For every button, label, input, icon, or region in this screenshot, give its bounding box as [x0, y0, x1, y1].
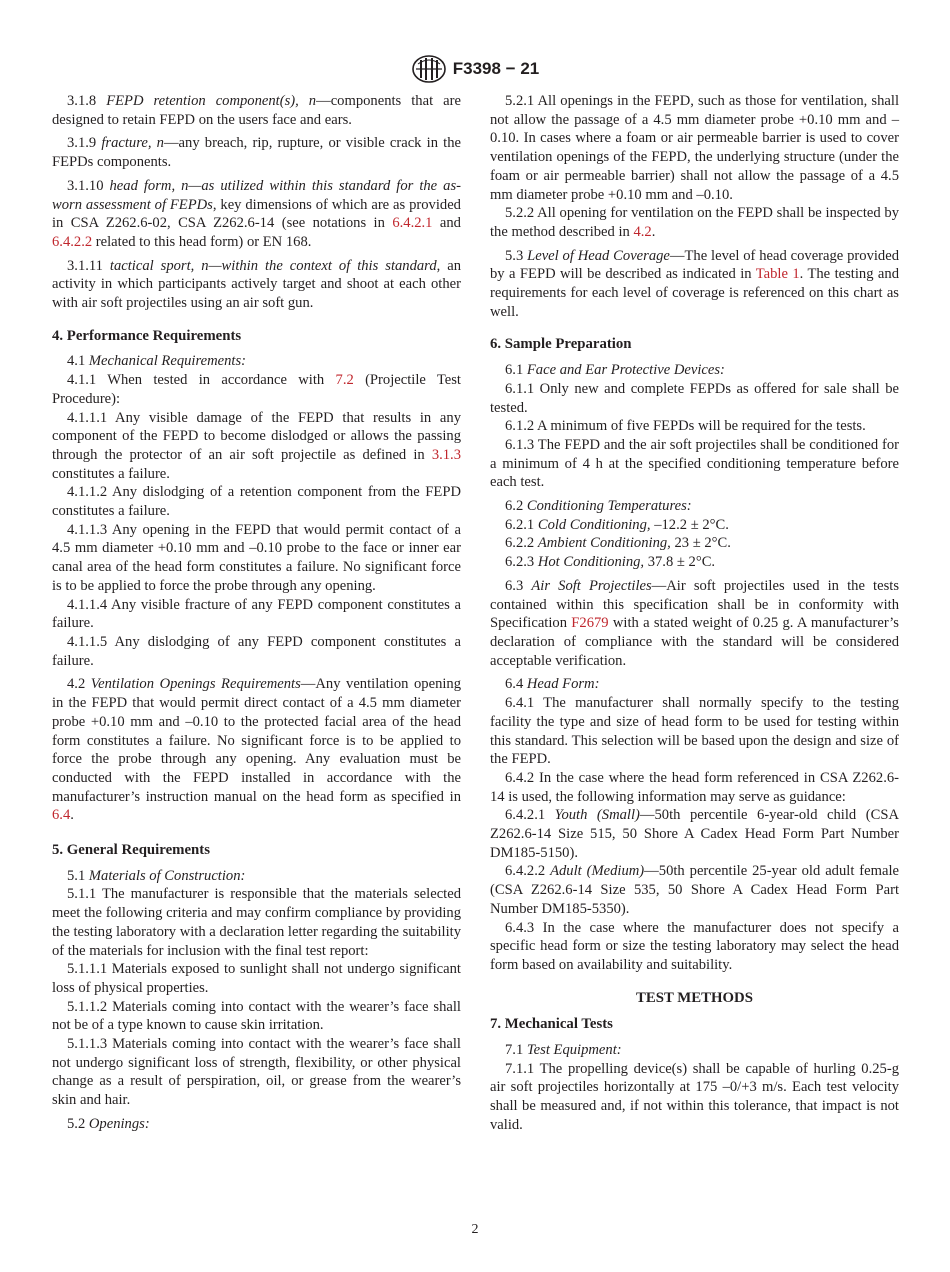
- section-5-3: 5.3 Level of Head Coverage—The level of head coverage provided by a FEPD will be described as indicated in Table 1. The testing and requirements for each level of coverage is referenced on this chart as well.: [490, 247, 900, 320]
- section-6-1-3: 6.1.3 The FEPD and the air soft projectiles shall be conditioned for a minimum of 4 h at the specified conditioning temperature before each test.: [490, 436, 899, 491]
- section-6-2-2: 6.2.2 Ambient Conditioning, 23 ± 2°C.: [505, 535, 731, 552]
- section-5-1-1-2: 5.1.1.2 Materials coming into contact with the wearer’s face shall not be of a type known to cause skin irritation.: [52, 998, 461, 1034]
- section-6-2-3: 6.2.3 Hot Conditioning, 37.8 ± 2°C.: [505, 554, 716, 571]
- page-number: 2: [471, 1222, 479, 1237]
- section-4-1-1-2: 4.1.1.2 Any dislodging of a retention component from the FEPD constitutes a failure.: [52, 484, 461, 520]
- link-3-1-3[interactable]: 3.1.3: [431, 446, 461, 463]
- link-7-2[interactable]: 7.2: [335, 372, 354, 389]
- section-6-4-2-2: 6.4.2.2 Adult (Medium)—50th percentile 25-year old adult female (CSA Z262.6-14 Size 535, 50 Shore A Cadex Head Form Part Number DM185-5350).: [490, 863, 900, 917]
- link-6-4[interactable]: 6.4: [52, 807, 71, 824]
- link-6-4-2-2[interactable]: 6.4.2.2: [52, 233, 93, 250]
- section-6-2-1: 6.2.1 Cold Conditioning, –12.2 ± 2°C.: [505, 516, 729, 533]
- link-f2679[interactable]: F2679: [571, 615, 609, 632]
- section-4-1-1-3: 4.1.1.3 Any opening in the FEPD that would permit contact of a 4.5 mm diameter +0.10 mm and –0.10 probe to the face or inner ear canal area of the head form constitutes a failure. No significant force is to be applied to force the probe through any opening.: [52, 521, 461, 594]
- section-5-1-1-3: 5.1.1.3 Materials coming into contact with the wearer’s face shall not undergo significant loss of strength, flexibility, or other physical change as a result of perspiration, oil, or grease from the wearer’s skin and hair.: [52, 1036, 461, 1109]
- section-6-1: 6.1 Face and Ear Protective Devices:: [505, 362, 725, 379]
- section-3-1-9: 3.1.9 fracture, n—any breach, rip, rupture, or visible crack in the FEPDs components.: [52, 135, 461, 171]
- section-4-1-1-5: 4.1.1.5 Any dislodging of any FEPD component constitutes a failure.: [52, 633, 461, 669]
- section-4-1-1-4: 4.1.1.4 Any visible fracture of any FEPD component constitutes a failure.: [52, 596, 461, 632]
- link-6-4-2-1[interactable]: 6.4.2.1: [392, 215, 433, 232]
- heading-general-requirements: 5. General Requirements: [52, 842, 210, 859]
- section-4-1-1-1: 4.1.1.1 Any visible damage of the FEPD that results in any component of the FEPD to become dislodged or allows the passing through the protector of an air soft projectile as defined in 3.1.3 constitutes a failure.: [52, 409, 461, 482]
- section-4-1: 4.1 Mechanical Requirements:: [67, 353, 246, 370]
- section-5-1-1: 5.1.1 The manufacturer is responsible that the materials selected meet the following criteria and may confirm compliance by providing the testing laboratory with a declaration letter regarding the suitability of the materials for inclusion with the final test report:: [52, 886, 461, 959]
- section-6-4-1: 6.4.1 The manufacturer shall normally specify to the testing facility the type and size of head form to be used for testing within this standard. This selection will be based upon the design and size of the FEPD.: [490, 695, 899, 768]
- section-7-1-1: 7.1.1 The propelling device(s) shall be capable of hurling 0.25-g air soft projectiles horizontally at 175 –0/+3 m/s. Each test velocity shall be measured and, if not within this tolerance, that impact is not valid.: [490, 1060, 899, 1133]
- section-6-1-1: 6.1.1 Only new and complete FEPDs as offered for sale shall be tested.: [490, 380, 899, 416]
- section-7-1: 7.1 Test Equipment:: [505, 1042, 622, 1059]
- section-5-2-1: 5.2.1 All openings in the FEPD, such as those for ventilation, shall not allow the passage of a 4.5 mm diameter probe +0.10 mm and –0.10. In cases where a foam or air permeable barrier is used to cover ventilation openings of the FEPD, the underlying structure (under the foam or air permeable barrier) shall not allow the passage of a 4.5 mm diameter probe +0.10 mm and –0.10.: [490, 93, 899, 203]
- section-5-2: 5.2 Openings:: [67, 1115, 150, 1132]
- section-5-1: 5.1 Materials of Construction:: [67, 867, 246, 884]
- section-6-2: 6.2 Conditioning Temperatures:: [505, 498, 692, 515]
- section-6-4-2-1: 6.4.2.1 Youth (Small)—50th percentile 6-year-old child (CSA Z262.6-14 Size 515, 50 Shore A Cadex Head Form Part Number DM185-5150).: [490, 807, 899, 861]
- right-column: [490, 92, 899, 1140]
- section-5-2-2: 5.2.2 All opening for ventilation on the FEPD shall be inspected by the method described in 4.2.: [490, 205, 899, 240]
- heading-performance-requirements: 4. Performance Requirements: [52, 327, 242, 344]
- section-6-4-3: 6.4.3 In the case where the manufacturer does not specify a specific head form or size the testing laboratory may select the head form based on availability and suitability.: [490, 919, 899, 973]
- section-3-1-11: 3.1.11 tactical sport, n—within the context of this standard, an activity in which participants actively target and shoot at each other with air soft projectiles using an air soft gun.: [52, 257, 462, 312]
- section-6-3: 6.3 Air Soft Projectiles—Air soft projectiles used in the tests contained within this specification shall be in conformity with Specification F2679 with a stated weight of 0.25 g. A manufacturer’s declaration of compliance with the standard will be considered acceptable verification.: [490, 577, 899, 669]
- document-designation: F3398 − 21: [452, 59, 540, 78]
- section-6-4-2: 6.4.2 In the case where the head form referenced in CSA Z262.6-14 is used, the following information may serve as guidance:: [490, 769, 899, 805]
- heading-test-methods: TEST METHODS: [636, 989, 753, 1006]
- section-3-1-10: 3.1.10 head form, n—as utilized within this standard for the as-worn assessment of FEPDs, key dimensions of which are as provided in CSA Z262.6-02, CSA Z262.6-14 (see notations in 6.4.2.1 and 6.4.2.2 related to this head form) or EN 168.: [52, 177, 461, 250]
- heading-mechanical-tests: 7. Mechanical Tests: [490, 1016, 613, 1033]
- section-4-1-1: 4.1.1 When tested in accordance with 7.2 (Projectile Test Procedure):: [52, 372, 461, 407]
- page-header: [0, 52, 950, 86]
- section-3-1-8: 3.1.8 FEPD retention component(s), n—components that are designed to retain FEPD on the users face and ears.: [52, 93, 461, 128]
- link-table-1[interactable]: Table 1: [755, 266, 800, 283]
- section-5-1-1-1: 5.1.1.1 Materials exposed to sunlight shall not undergo significant loss of physical properties.: [52, 961, 461, 996]
- heading-sample-preparation: 6. Sample Preparation: [490, 336, 632, 353]
- left-column: [52, 92, 461, 1139]
- section-6-1-2: 6.1.2 A minimum of five FEPDs will be required for the tests.: [505, 418, 866, 435]
- astm-logo-icon: [411, 54, 447, 84]
- link-4-2[interactable]: 4.2: [633, 223, 652, 240]
- section-4-2: 4.2 Ventilation Openings Requirements—Any ventilation opening in the FEPD that would permit direct contact of a 4.5 mm diameter probe +0.10 mm and –0.10 to the protected facial area of the head form constitutes a failure. No significant force is to be applied to force the probe through any opening. Any evaluation must be conducted with the FEPD installed in accordance with the manufacturer’s instruction manual on the head form as specified in 6.4.: [52, 676, 462, 824]
- section-6-4: 6.4 Head Form:: [505, 676, 600, 693]
